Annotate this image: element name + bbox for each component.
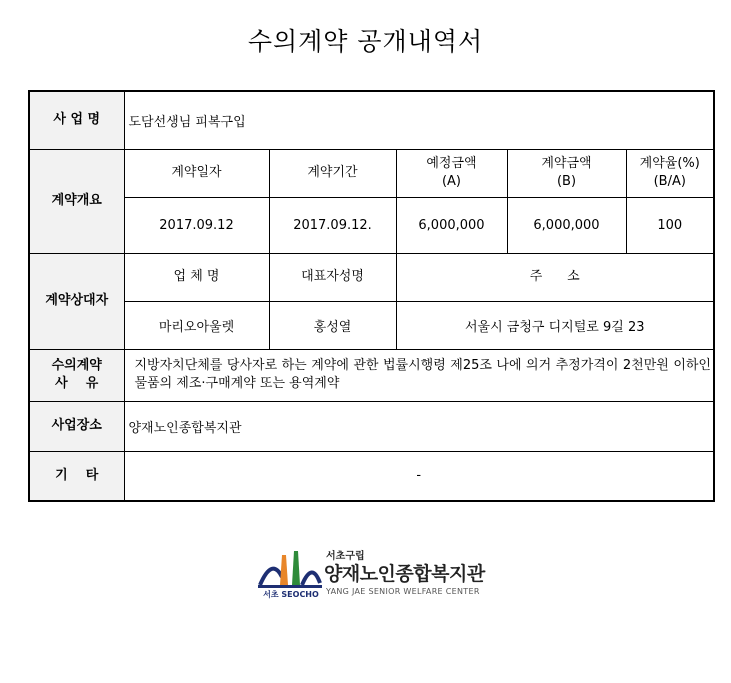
reason-value: 지방자치단체를 당사자로 하는 계약에 관한 법률시행령 제25조 나에 의거 추정가격이 2천만원 이하인 물품의 제조·구매계약 또는 용역계약 (124, 349, 714, 401)
estimated-amount-value: 6,000,000 (396, 197, 507, 253)
company-name-value: 마리오아울렛 (124, 301, 269, 349)
contract-date-value: 2017.09.12 (124, 197, 269, 253)
welfare-center-logo (256, 547, 486, 599)
location-label: 사업장소 (29, 401, 124, 451)
contract-period-header: 계약기간 (269, 149, 396, 197)
contract-rate-header (626, 149, 714, 197)
contract-rate-value: 100 (626, 197, 714, 253)
address-value: 서울시 금청구 디지털로 9길 23 (396, 301, 714, 349)
document-title: 수의계약 공개내역서 (247, 27, 484, 56)
contract-amount-value: 6,000,000 (507, 197, 626, 253)
estimated-amount-header-label: 예정금액 (426, 156, 477, 171)
estimated-amount-header (396, 149, 507, 197)
location-row (29, 401, 714, 451)
contractor-label: 계약상대자 (29, 253, 124, 349)
contract-period-value: 2017.09.12. (269, 197, 396, 253)
location-value: 양재노인종합복지관 (124, 401, 714, 451)
contractor-values-row (29, 301, 714, 349)
contract-overview-values-row (29, 197, 714, 253)
contract-amount-header (507, 149, 626, 197)
other-label: 기 타 (29, 451, 124, 501)
contract-overview-label: 계약개요 (29, 149, 124, 253)
other-row (29, 451, 714, 501)
representative-header: 대표자성명 (269, 253, 396, 301)
reason-label (29, 349, 124, 401)
contract-overview-header-row (29, 149, 714, 197)
logo-district: 서초구립 (326, 551, 365, 562)
address-header: 주 소 (396, 253, 714, 301)
logo-badge: 서초 SEOCHO (263, 590, 319, 599)
estimated-amount-header-code: (A) (441, 174, 462, 189)
representative-value: 홍성열 (269, 301, 396, 349)
contractor-header-row (29, 253, 714, 301)
logo-english-name: YANG JAE SENIOR WELFARE CENTER (326, 587, 480, 596)
other-value: - (124, 451, 714, 501)
logo-name: 양재노인종합복지관 (324, 563, 485, 585)
business-name-value: 도담선생님 피복구입 (124, 91, 714, 149)
contract-rate-header-label: 계약율(%) (639, 156, 700, 171)
company-name-header: 업 체 명 (124, 253, 269, 301)
contract-amount-header-code: (B) (556, 174, 577, 189)
business-name-label: 사 업 명 (29, 91, 124, 149)
reason-label-line2: 사 유 (55, 376, 99, 391)
reason-row (29, 349, 714, 401)
contract-date-header: 계약일자 (124, 149, 269, 197)
contract-disclosure-table (28, 90, 715, 502)
contract-rate-header-formula: (B/A) (653, 174, 686, 189)
contract-amount-header-label: 계약금액 (541, 156, 592, 171)
reason-label-line1: 수의계약 (51, 358, 102, 373)
business-name-row (29, 91, 714, 149)
welfare-center-emblem-icon (256, 547, 326, 589)
